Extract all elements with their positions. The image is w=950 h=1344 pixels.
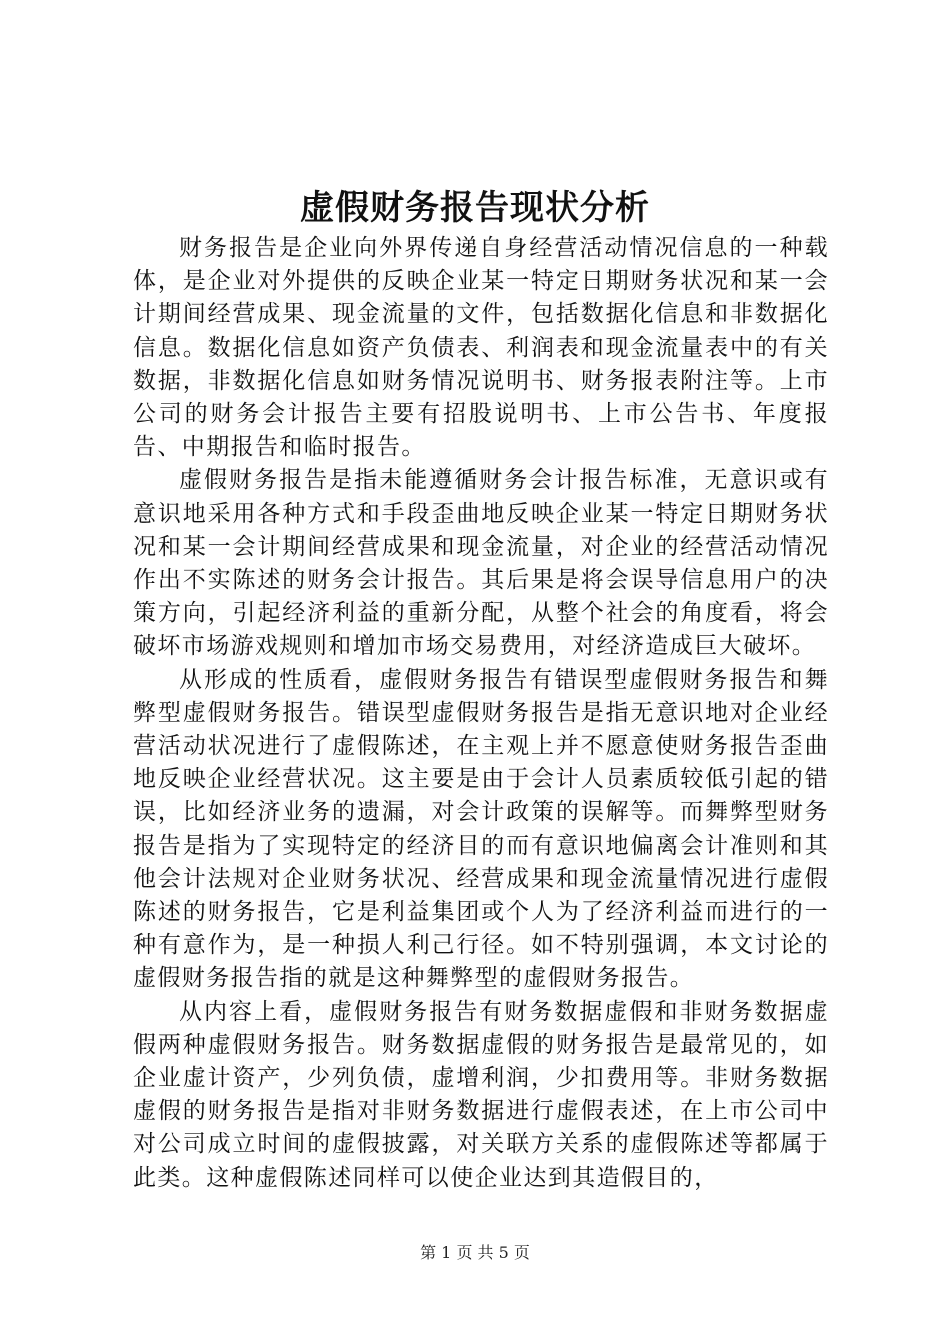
- document-body: [133, 232, 829, 1195]
- paragraph-2: 虚假财务报告是指未能遵循财务会计报告标准，无意识或有意识地采用各种方式和手段歪曲地反映企业某一特定日期财务状况和某一会计期间经营成果和现金流量，对企业的经营活动情况作出不实陈述的财务会计报告。其后果是将会误导信息用户的决策方向，引起经济利益的重新分配，从整个社会的角度看，将会破坏市场游戏规则和增加市场交易费用，对经济造成巨大破坏。: [133, 467, 829, 660]
- paragraph-4: 从内容上看，虚假财务报告有财务数据虚假和非财务数据虚假两种虚假财务报告。财务数据虚假的财务报告是最常见的，如企业虚计资产，少列负债，虚增利润，少扣费用等。非财务数据虚假的财务报告是指对非财务数据进行虚假表述，在上市公司中对公司成立时间的虚假披露，对关联方关系的虚假陈述等都属于此类。这种虚假陈述同样可以使企业达到其造假目的，: [133, 998, 829, 1191]
- page-number-footer: 第 1 页 共 5 页: [420, 1243, 530, 1262]
- paragraph-3: 从形成的性质看，虚假财务报告有错误型虚假财务报告和舞弊型虚假财务报告。错误型虚假财务报告是指无意识地对企业经营活动状况进行了虚假陈述，在主观上并不愿意使财务报告歪曲地反映企业经营状况。这主要是由于会计人员素质较低引起的错误，比如经济业务的遗漏，对会计政策的误解等。而舞弊型财务报告是指为了实现特定的经济目的而有意识地偏离会计准则和其他会计法规对企业财务状况、经营成果和现金流量情况进行虚假陈述的财务报告，它是利益集团或个人为了经济利益而进行的一种有意作为，是一种损人利己行径。如不特别强调，本文讨论的虚假财务报告指的就是这种舞弊型的虚假财务报告。: [133, 666, 829, 992]
- paragraph-1: 财务报告是企业向外界传递自身经营活动情况信息的一种载体，是企业对外提供的反映企业某一特定日期财务状况和某一会计期间经营成果、现金流量的文件，包括数据化信息和非数据化信息。数据化信息如资产负债表、利润表和现金流量表中的有关数据，非数据化信息如财务情况说明书、财务报表附注等。上市公司的财务会计报告主要有招股说明书、上市公告书、年度报告、中期报告和临时报告。: [133, 235, 829, 461]
- page-title: 虚假财务报告现状分析: [300, 188, 650, 228]
